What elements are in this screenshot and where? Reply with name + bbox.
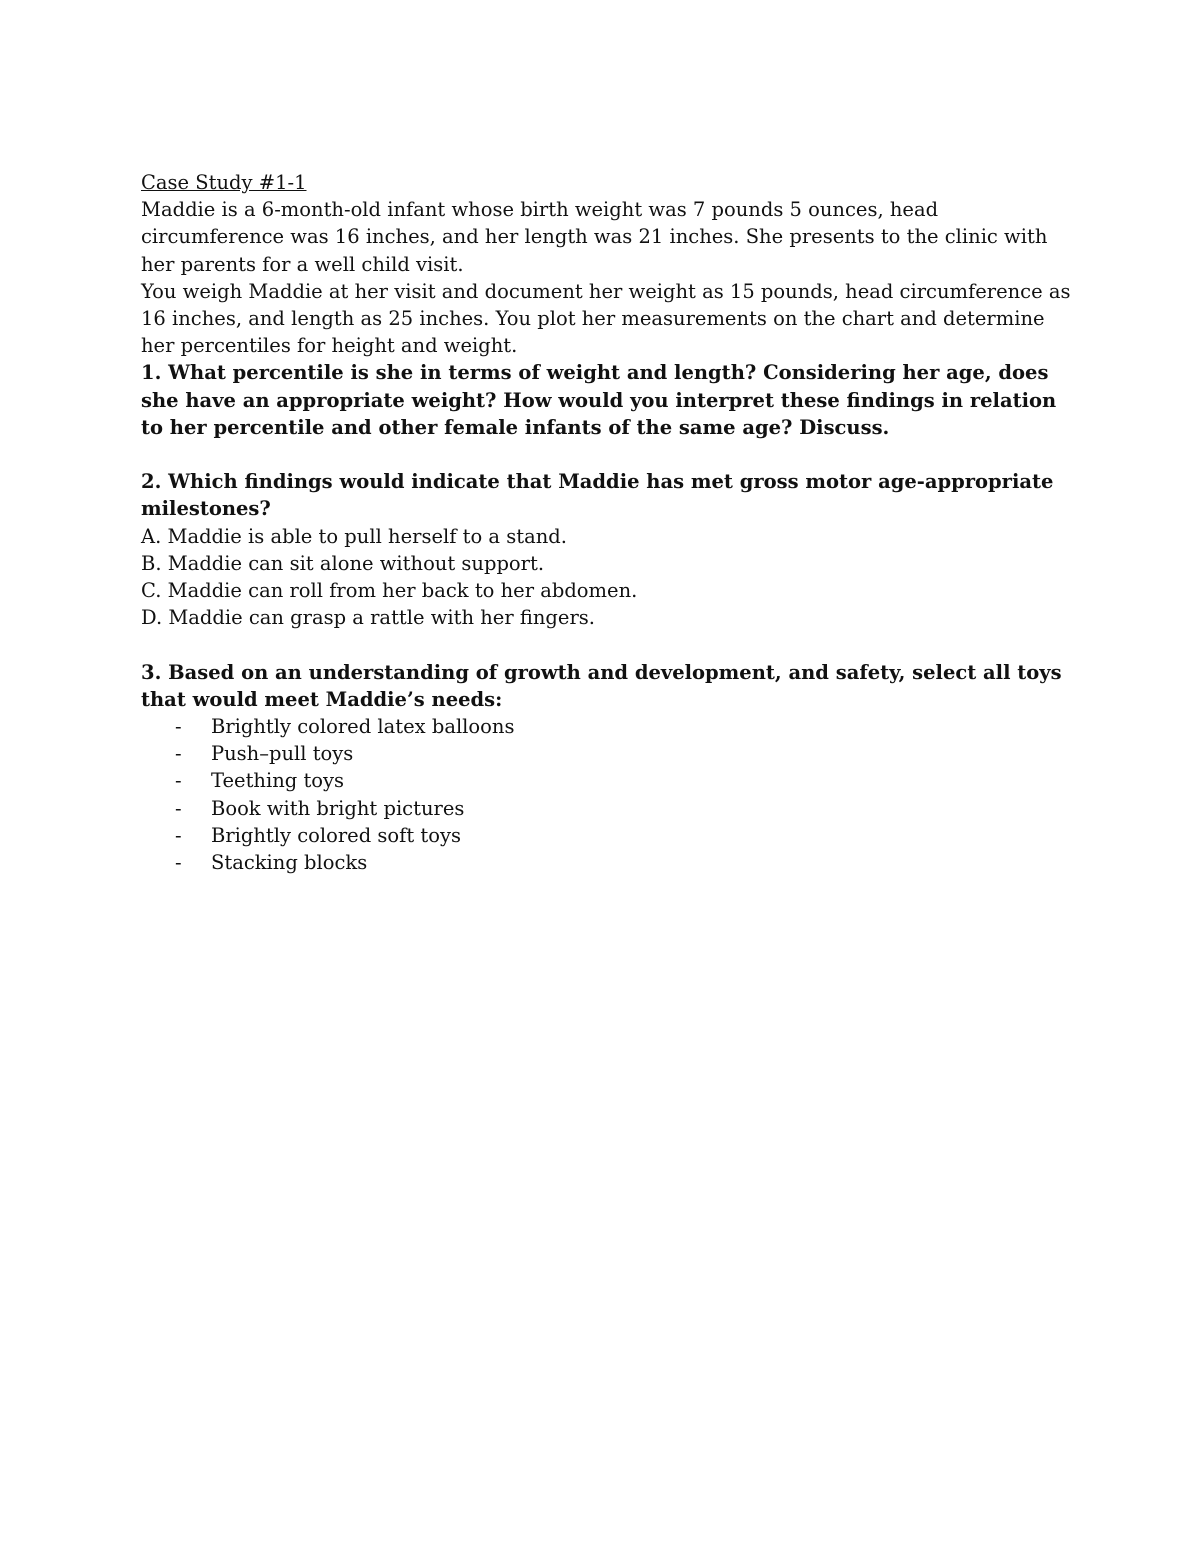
toy-option-label: Brightly colored latex balloons <box>211 715 515 739</box>
toy-option-item <box>141 795 1071 822</box>
list-dash: - <box>175 796 182 820</box>
question-2-option-c: C. Maddie can roll from her back to her abdomen. <box>141 579 638 603</box>
paragraph-spacer <box>141 631 1071 658</box>
toy-option-label: Brightly colored soft toys <box>211 823 461 847</box>
question-2-option-b: B. Maddie can sit alone without support. <box>141 551 545 575</box>
case-study-title: Case Study #1-1 <box>141 171 307 194</box>
toy-option-item <box>141 713 1071 740</box>
question-2-option-d: D. Maddie can grasp a rattle with her fingers. <box>141 606 595 630</box>
list-dash: - <box>175 851 182 875</box>
toy-option-label: Book with bright pictures <box>211 796 465 820</box>
list-dash: - <box>175 769 182 793</box>
list-dash: - <box>175 715 182 739</box>
question-2: 2. Which findings would indicate that Maddie has met gross motor age-appropriate milestones? <box>141 470 1054 521</box>
list-dash: - <box>175 742 182 766</box>
case-intro-paragraph: Maddie is a 6-month-old infant whose birth weight was 7 pounds 5 ounces, head circumference was 16 inches, and her length was 21 inches. She presents to the clinic with her parents for a well child visit. <box>141 198 1048 276</box>
toy-option-label: Teething toys <box>211 769 345 793</box>
toy-option-item <box>141 740 1071 767</box>
question-3: 3. Based on an understanding of growth and development, and safety, select all toys that would meet Maddie’s needs: <box>141 660 1062 711</box>
toy-options-list <box>141 713 1071 876</box>
question-1: 1. What percentile is she in terms of weight and length? Considering her age, does she have an appropriate weight? How would you interpret these findings in relation to her percentile and other female infants of the same age? Discuss. <box>141 361 1057 439</box>
toy-option-item <box>141 822 1071 849</box>
paragraph-spacer <box>141 441 1071 468</box>
toy-option-item <box>141 849 1071 876</box>
toy-option-label: Stacking blocks <box>211 851 368 875</box>
toy-option-item <box>141 767 1071 794</box>
case-measurement-paragraph: You weigh Maddie at her visit and document her weight as 15 pounds, head circumference as 16 inches, and length as 25 inches. You plot her measurements on the chart and determine her percentiles for height and weight. <box>141 279 1071 358</box>
list-dash: - <box>175 823 182 847</box>
toy-option-label: Push–pull toys <box>211 742 354 766</box>
document-body <box>141 169 1071 876</box>
question-2-option-a: A. Maddie is able to pull herself to a stand. <box>141 524 567 548</box>
